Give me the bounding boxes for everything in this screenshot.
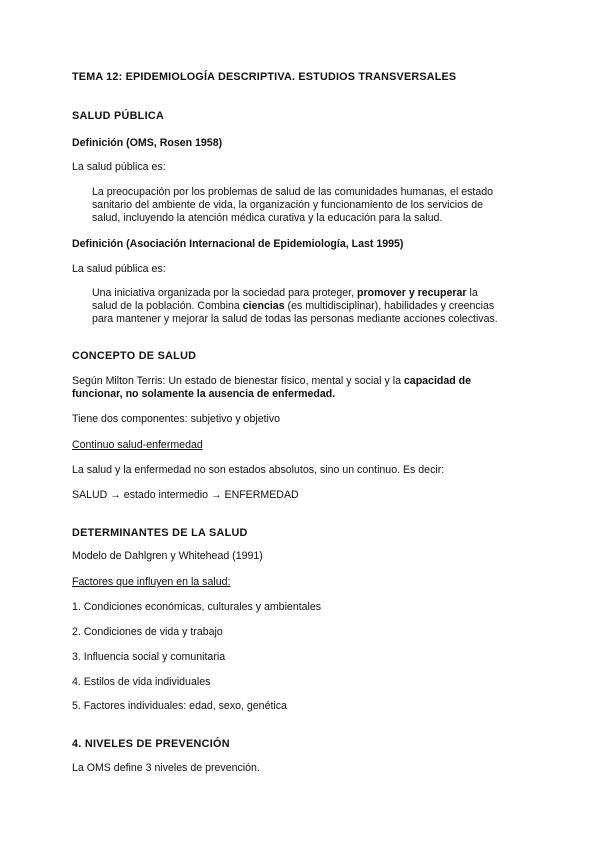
- paragraph-line: Modelo de Dahlgren y Whitehead (1991): [72, 550, 263, 562]
- paragraph-line: SALUD → estado intermedio → ENFERMEDAD: [72, 489, 299, 501]
- quote-bold-text: promover y recuperar: [357, 287, 467, 299]
- definition-title-last: Definición (Asociación Internacional de Epidemiología, Last 1995): [72, 238, 404, 250]
- subheading-factores: Factores que influyen en la salud:: [72, 576, 231, 588]
- paragraph-line-bold: funcionar, no solamente la ausencia de enfermedad.: [72, 388, 336, 400]
- quote-line: salud, incluyendo la atención médica curativa y la educación para la salud.: [92, 212, 443, 224]
- section-heading-salud-publica: SALUD PÚBLICA: [72, 110, 165, 122]
- quote-line: [92, 300, 494, 313]
- definition-title-oms: Definición (OMS, Rosen 1958): [72, 137, 223, 149]
- quote-line: sanitario del ambiente de vida, la organización y funcionamiento de los servicios de: [92, 199, 484, 211]
- section-heading-niveles: 4. NIVELES DE PREVENCIÓN: [72, 738, 230, 750]
- list-item: 1. Condiciones económicas, culturales y ambientales: [72, 601, 322, 613]
- list-item: 3. Influencia social y comunitaria: [72, 651, 226, 663]
- list-item: 4. Estilos de vida individuales: [72, 676, 211, 688]
- section-heading-determinantes: DETERMINANTES DE LA SALUD: [72, 527, 248, 539]
- subheading-continuo: Continuo salud-enfermedad: [72, 439, 203, 451]
- paragraph-line: [72, 375, 471, 388]
- list-item: 2. Condiciones de vida y trabajo: [72, 626, 223, 638]
- definition-intro: La salud pública es:: [72, 263, 166, 275]
- quote-bold-text: ciencias: [242, 300, 285, 312]
- quote-text: Una iniciativa organizada por la sociedad para proteger,: [92, 287, 358, 299]
- paragraph-bold-text: capacidad de: [403, 375, 472, 387]
- quote-text: salud de la población. Combina: [92, 300, 243, 312]
- quote-text: la: [466, 287, 478, 299]
- quote-line: [92, 287, 478, 300]
- list-item: 5. Factores individuales: edad, sexo, genética: [72, 700, 287, 712]
- quote-line: para mantener y mejorar la salud de todas las personas mediante acciones colectivas.: [92, 313, 498, 325]
- quote-text: (es multidisciplinar), habilidades y creencias: [284, 300, 495, 312]
- section-heading-concepto: CONCEPTO DE SALUD: [72, 350, 197, 362]
- definition-intro: La salud pública es:: [72, 161, 166, 173]
- paragraph-text: Según Milton Terris: Un estado de bienestar físico, mental y social y la: [72, 375, 404, 387]
- paragraph-line: Tiene dos componentes: subjetivo y objetivo: [72, 413, 281, 425]
- quote-line: La preocupación por los problemas de salud de las comunidades humanas, el estado: [92, 186, 494, 198]
- document-title: TEMA 12: EPIDEMIOLOGÍA DESCRIPTIVA. ESTUDIOS TRANSVERSALES: [72, 71, 457, 83]
- paragraph-line: La salud y la enfermedad no son estados absolutos, sino un continuo. Es decir:: [72, 464, 445, 476]
- paragraph-line: La OMS define 3 niveles de prevención.: [72, 762, 260, 774]
